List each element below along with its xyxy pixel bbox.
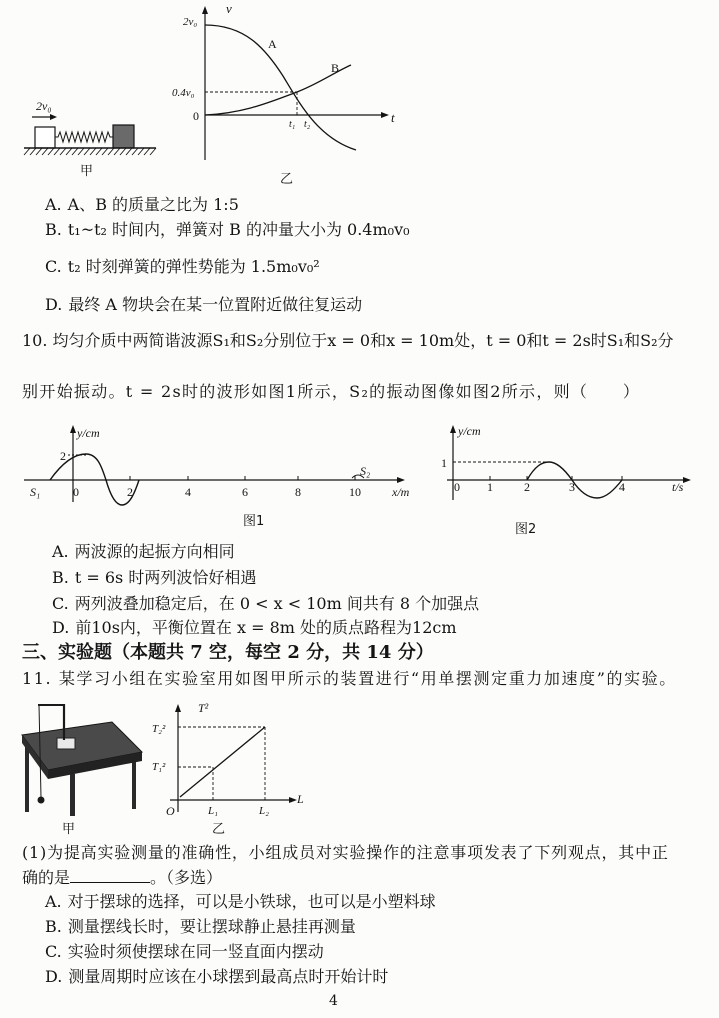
option-label: C. [45, 257, 62, 276]
tick-l1: L₁ [208, 805, 218, 817]
v-axis-label: v [226, 1, 232, 16]
option-label: D. [52, 618, 70, 637]
q9-option-d [45, 295, 362, 315]
page-number: 4 [329, 993, 338, 1009]
q10-fig2 [435, 415, 705, 540]
option-label: C. [45, 942, 62, 961]
q10-option-c [52, 594, 479, 614]
hatch-line [144, 148, 150, 155]
tick-t2-squared: T₂² [152, 723, 166, 735]
curve-b [205, 65, 351, 115]
hatch-line [72, 148, 78, 155]
q10-fig1 [0, 415, 430, 540]
option-label: A. [45, 892, 62, 911]
q10-option-b [52, 568, 256, 588]
option-label: B. [45, 917, 62, 936]
option-text: 测量周期时应该在小球摆到最高点时开始计时 [68, 967, 389, 986]
q11-figures [10, 695, 320, 840]
hatch-line [48, 148, 54, 155]
curve-b-label: B [331, 61, 340, 75]
q10-option-a [52, 542, 235, 562]
y-axis-label: y/cm [77, 426, 100, 440]
y-axis-label: y/cm [458, 424, 481, 438]
amplitude-label: 2 [60, 449, 66, 463]
hatch-line [42, 148, 48, 155]
tick-label: 0 [454, 480, 460, 494]
x-axis-arrowhead [289, 797, 297, 803]
option-text: A、B 的质量之比为 1:5 [67, 195, 239, 214]
tick-label: 2 [127, 485, 133, 499]
q9-option-a [45, 195, 239, 215]
hatch-line [60, 148, 66, 155]
fig-caption: 乙 [212, 822, 226, 837]
hatch-line [54, 148, 60, 155]
hatch-line [90, 148, 96, 155]
clamp-base [57, 738, 75, 749]
curve-a-label: A [268, 37, 277, 51]
table-leg [25, 742, 29, 812]
q9-figures [0, 0, 420, 195]
velocity-label: 2v₀ [36, 99, 52, 113]
option-label: D. [45, 295, 63, 314]
hatch-line [30, 148, 36, 155]
hatch-line [84, 148, 90, 155]
q9-fig-yi [172, 1, 395, 187]
t-axis-label: t/s [672, 480, 684, 494]
s1-label: S₁ [30, 485, 41, 499]
v-axis-arrowhead [202, 6, 208, 14]
option-text: 测量摆线长时，要让摆球静止悬挂再测量 [67, 917, 356, 936]
q10-stem-line2: 别开始振动。t = 2s时的波形如图1所示，S₂的振动图像如图2所示，则（ ） [22, 382, 641, 401]
q11-stem: 11. 某学习小组在实验室用如图甲所示的装置进行“用单摆测定重力加速度”的实验。 [22, 669, 677, 688]
q11-fig-jia [22, 704, 142, 837]
tick-0-4v0: 0.4v₀ [172, 87, 195, 99]
hatch-line [36, 148, 42, 155]
tick-2v0: 2v₀ [183, 16, 198, 28]
q10-option-d [52, 618, 457, 638]
option-text: 对于摆球的选择，可以是小铁球，也可以是小塑料球 [67, 892, 436, 911]
t-axis-arrowhead [683, 477, 691, 483]
tick-label: 4 [619, 480, 625, 494]
tick-label: 1 [487, 480, 493, 494]
t-ticks [454, 476, 625, 494]
fig-caption: 乙 [280, 172, 294, 187]
fig-caption: 图2 [515, 522, 537, 537]
option-text: 前10s内，平衡位置在 x = 8m 处的质点路程为12cm [75, 618, 457, 637]
tick-label: 6 [242, 485, 248, 499]
tick-t2: t₂ [304, 119, 311, 130]
q11-option-b [45, 917, 356, 937]
fig-caption: 甲 [62, 822, 76, 837]
origin-label: O [166, 804, 175, 818]
block-a [35, 127, 55, 148]
origin-label: 0 [193, 109, 199, 123]
option-label: A. [52, 542, 69, 561]
option-text: 两列波叠加稳定后，在 0 < x < 10m 间共有 8 个加强点 [74, 594, 480, 613]
option-label: C. [52, 594, 69, 613]
curve-a [205, 25, 356, 150]
hatch-line [96, 148, 102, 155]
hatch-line [114, 148, 120, 155]
tick-t1: t₁ [289, 119, 296, 130]
tick-label: 10 [349, 485, 361, 499]
option-text: 两波源的起振方向相同 [74, 542, 235, 561]
q9-option-b [45, 220, 410, 240]
hatch-line [138, 148, 144, 155]
t-axis-label: t [391, 110, 395, 125]
hatch-line [66, 148, 72, 155]
y-axis-arrowhead [70, 425, 76, 433]
hatch-line [102, 148, 108, 155]
option-text: 实验时须使摆球在同一竖直面内摆动 [67, 942, 324, 961]
x-axis-label: x/m [392, 485, 410, 499]
velocity-arrowhead [50, 114, 57, 120]
hatch-line [150, 148, 156, 155]
block-b [113, 125, 134, 148]
tick-label: 8 [295, 485, 301, 499]
option-label: D. [45, 967, 63, 986]
q11-option-a [45, 892, 436, 912]
table-leg [132, 757, 136, 809]
y-axis-label: T² [198, 701, 209, 715]
prompt-text: 。（多选） [150, 868, 223, 887]
ground-hatch [24, 148, 156, 155]
prompt-text: 确的是 [22, 868, 71, 887]
amplitude-label: 1 [441, 456, 447, 470]
tick-t1-squared: T₁² [152, 761, 166, 773]
q11-fig-yi [152, 701, 304, 837]
tick-label: 0 [73, 485, 79, 499]
tick-l2: L₂ [259, 805, 269, 817]
hatch-line [24, 148, 30, 155]
hatch-line [108, 148, 114, 155]
q11-option-c [45, 942, 324, 962]
q9-option-c [45, 257, 320, 277]
s2-label: S₂ [360, 464, 371, 478]
fig-caption: 甲 [80, 164, 94, 179]
pendulum-bob [38, 797, 45, 804]
y-axis-arrowhead [175, 704, 181, 712]
tick-label: 3 [569, 480, 575, 494]
section-heading: 三、实验题（本题共 7 空，每空 2 分，共 14 分） [22, 642, 434, 663]
option-text: t₁~t₂ 时间内，弹簧对 B 的冲量大小为 0.4m₀v₀ [67, 220, 410, 239]
q11-part1-line1: (1)为提高实验测量的准确性，小组成员对实验操作的注意事项发表了下列观点，其中正 [22, 843, 669, 862]
option-text: t₂ 时刻弹簧的弹性势能为 1.5m₀v₀² [67, 257, 320, 276]
y-axis-arrowhead [450, 425, 456, 433]
x-axis-label: L [297, 792, 304, 806]
option-label: A. [45, 195, 62, 214]
q9-fig-jia [24, 99, 156, 179]
q11-option-d [45, 967, 388, 987]
answer-blank [70, 867, 150, 883]
tick-label: 2 [524, 480, 530, 494]
x-axis-arrowhead [397, 477, 405, 483]
option-label: B. [45, 220, 62, 239]
hatch-line [78, 148, 84, 155]
hatch-line [132, 148, 138, 155]
option-text: 最终 A 物块会在某一位置附近做往复运动 [68, 295, 363, 314]
q10-stem-line1: 10. 均匀介质中两简谐波源S₁和S₂分别位于x = 0和x = 10m处，t = 0和t = 2s时S₁和S₂分 [22, 331, 674, 350]
fit-line [180, 727, 265, 797]
spring [55, 132, 113, 142]
hatch-line [120, 148, 126, 155]
option-text: t = 6s 时两列波恰好相遇 [74, 568, 257, 587]
hatch-line [126, 148, 132, 155]
fig-caption: 图1 [243, 514, 265, 529]
t-axis-arrowhead [381, 112, 389, 118]
q11-part1-line2 [22, 867, 222, 888]
option-label: B. [52, 568, 69, 587]
tick-label: 4 [185, 485, 191, 499]
table-leg [70, 774, 75, 816]
